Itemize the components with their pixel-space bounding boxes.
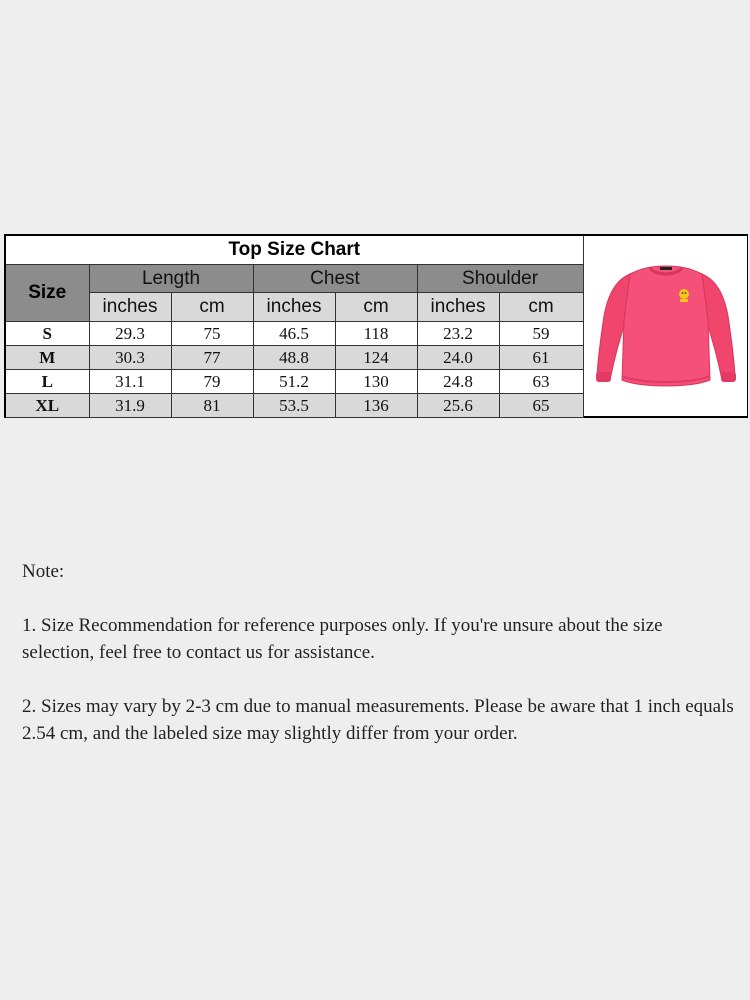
chest-inches-cell: 48.8 bbox=[253, 346, 335, 370]
length-inches-cell: 30.3 bbox=[89, 346, 171, 370]
length-header: Length bbox=[89, 265, 253, 293]
shoulder-inches-header: inches bbox=[417, 293, 499, 322]
chest-cm-cell: 118 bbox=[335, 322, 417, 346]
shoulder-header: Shoulder bbox=[417, 265, 583, 293]
shoulder-inches-cell: 24.8 bbox=[417, 370, 499, 394]
shoulder-inches-cell: 25.6 bbox=[417, 394, 499, 418]
notes-heading: Note: bbox=[22, 561, 65, 582]
note-item-2: 2. Sizes may vary by 2-3 cm due to manual measurements. Please be aware that 1 inch equals 2.54 cm, and the labeled size may slightly differ from your order. bbox=[22, 696, 734, 744]
chest-header: Chest bbox=[253, 265, 417, 293]
note-item-1: 1. Size Recommendation for reference purposes only. If you're unsure about the size selection, feel free to contact us for assistance. bbox=[22, 615, 663, 663]
shoulder-cm-cell: 61 bbox=[499, 346, 583, 370]
length-inches-header: inches bbox=[89, 293, 171, 322]
chart-title: Top Size Chart bbox=[6, 236, 583, 265]
chest-inches-cell: 46.5 bbox=[253, 322, 335, 346]
sweatshirt-image bbox=[592, 264, 740, 388]
length-cm-cell: 75 bbox=[171, 322, 253, 346]
chest-cm-header: cm bbox=[335, 293, 417, 322]
length-cm-header: cm bbox=[171, 293, 253, 322]
shoulder-cm-cell: 65 bbox=[499, 394, 583, 418]
notes-section bbox=[22, 558, 737, 774]
chest-cm-cell: 124 bbox=[335, 346, 417, 370]
size-table bbox=[6, 236, 584, 418]
chest-inches-cell: 51.2 bbox=[253, 370, 335, 394]
length-cm-cell: 77 bbox=[171, 346, 253, 370]
shoulder-inches-cell: 24.0 bbox=[417, 346, 499, 370]
chest-inches-header: inches bbox=[253, 293, 335, 322]
table-row bbox=[6, 370, 583, 394]
size-column-header: Size bbox=[6, 265, 89, 322]
chest-cm-cell: 136 bbox=[335, 394, 417, 418]
chest-cm-cell: 130 bbox=[335, 370, 417, 394]
size-cell: M bbox=[6, 346, 89, 370]
shoulder-inches-cell: 23.2 bbox=[417, 322, 499, 346]
size-cell: L bbox=[6, 370, 89, 394]
chest-inches-cell: 53.5 bbox=[253, 394, 335, 418]
shoulder-cm-cell: 59 bbox=[499, 322, 583, 346]
table-row bbox=[6, 346, 583, 370]
size-chart bbox=[4, 234, 748, 418]
table-row bbox=[6, 322, 583, 346]
size-cell: XL bbox=[6, 394, 89, 418]
product-photo bbox=[583, 236, 747, 416]
table-row bbox=[6, 394, 583, 418]
length-inches-cell: 29.3 bbox=[89, 322, 171, 346]
length-inches-cell: 31.9 bbox=[89, 394, 171, 418]
size-cell: S bbox=[6, 322, 89, 346]
shoulder-cm-cell: 63 bbox=[499, 370, 583, 394]
length-inches-cell: 31.1 bbox=[89, 370, 171, 394]
length-cm-cell: 79 bbox=[171, 370, 253, 394]
shoulder-cm-header: cm bbox=[499, 293, 583, 322]
length-cm-cell: 81 bbox=[171, 394, 253, 418]
